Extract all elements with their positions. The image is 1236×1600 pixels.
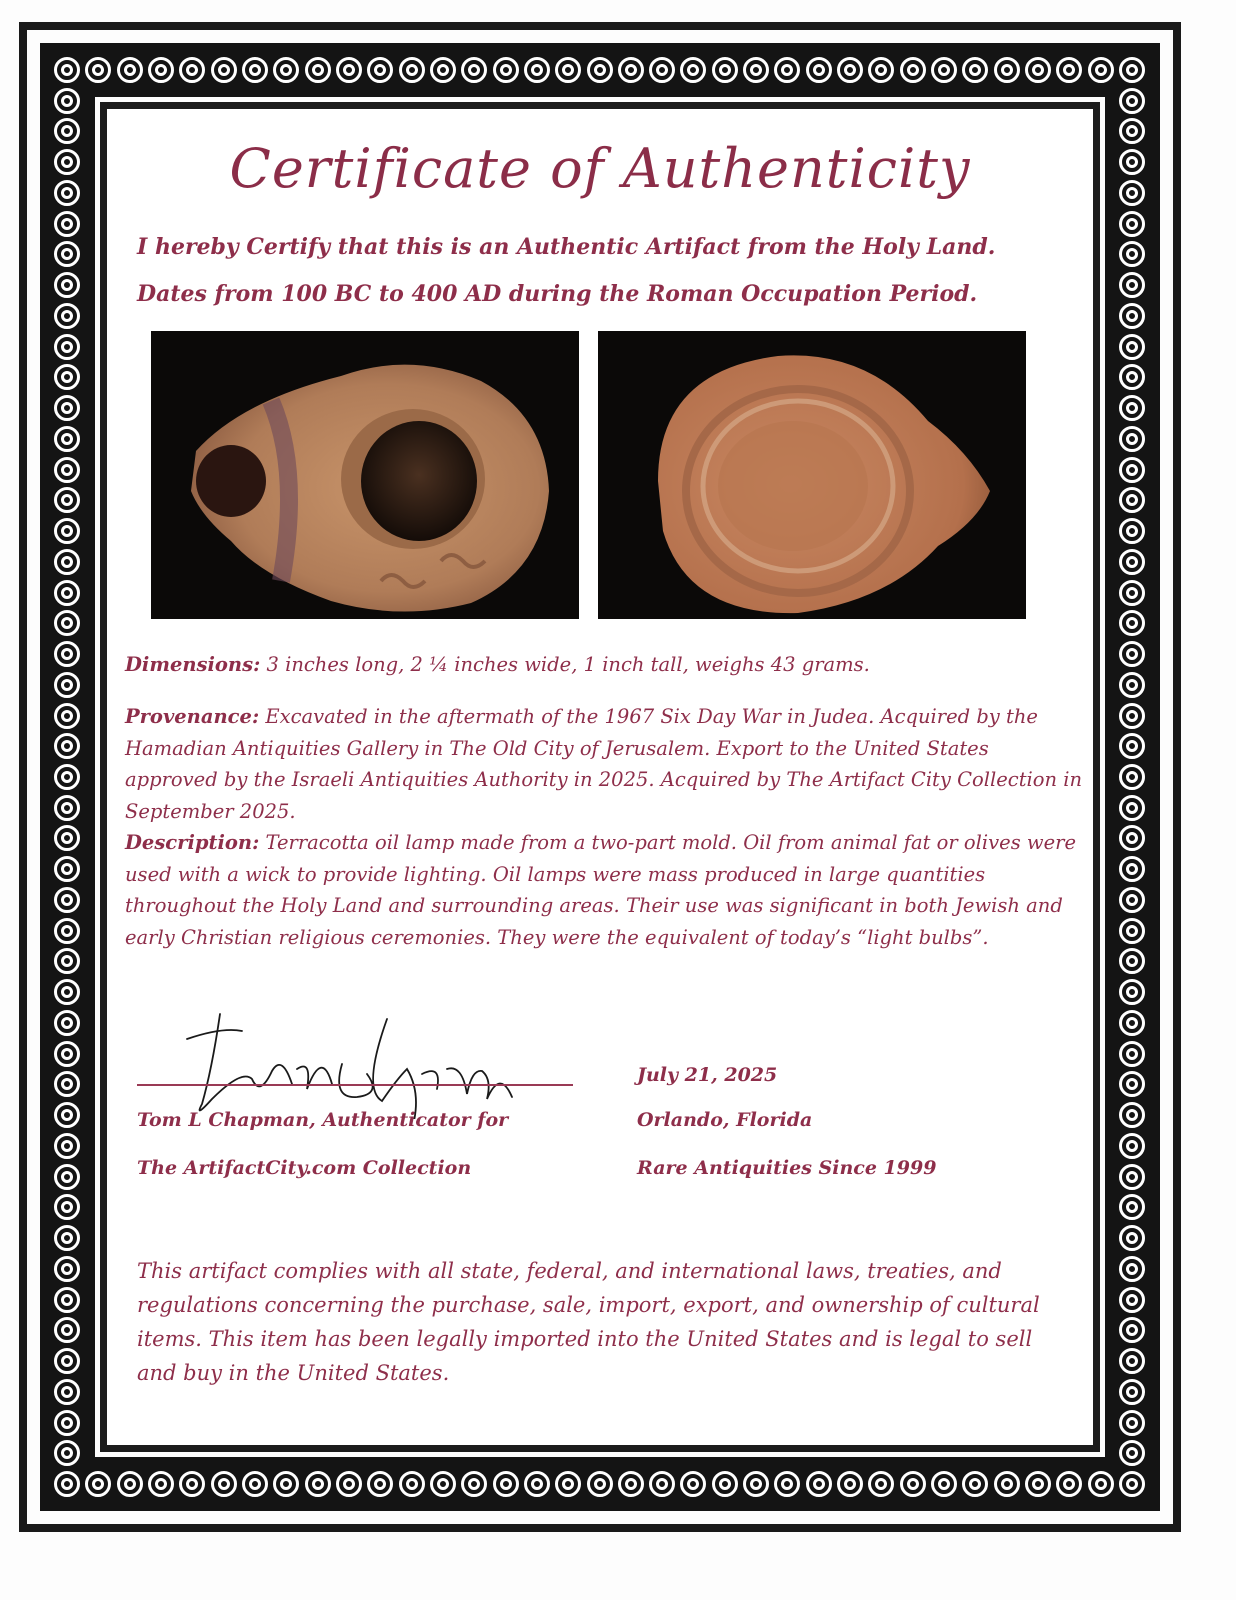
ring-ornament-icon — [806, 57, 832, 83]
ring-ornament-icon — [806, 1471, 832, 1497]
provenance-text: Excavated in the aftermath of the 1967 Six Day War in Judea. Acquired by the Hamadian Antiquities Gallery in The Old City of Jerusalem. Export to the United States approved by the Israeli Antiquities Authority in 2025. Acquired by The Artifact City Collection in September 2025. — [125, 705, 1083, 823]
ring-ornament-icon — [1088, 1471, 1114, 1497]
description-text: Terracotta oil lamp made from a two-part mold. Oil from animal fat or olives were used with a wick to provide lighting. Oil lamps were mass produced in large quantities throughout the Holy Land and surrounding areas. Their use was significant in both Jewish and early Christian religious ceremonies. They were the equivalent of today’s “light bulbs”. — [125, 831, 1077, 949]
ring-ornament-icon — [1119, 887, 1145, 913]
ring-ornament-icon — [54, 395, 80, 421]
ring-ornament-icon — [1119, 795, 1145, 821]
ring-ornament-icon — [1119, 580, 1145, 606]
dimensions-label: Dimensions: — [125, 653, 261, 676]
ring-ornament-icon — [242, 57, 268, 83]
ring-ornament-icon — [211, 57, 237, 83]
handwritten-signature — [182, 1009, 522, 1123]
ring-ornament-icon — [1119, 979, 1145, 1005]
ring-ornament-icon — [555, 1471, 581, 1497]
artifact-photo-bottom — [598, 331, 1026, 619]
ring-ornament-icon — [1119, 1379, 1145, 1405]
ring-ornament-icon — [931, 57, 957, 83]
ring-ornament-icon — [900, 1471, 926, 1497]
ring-ornament-icon — [712, 1471, 738, 1497]
ring-ornament-icon — [54, 1348, 80, 1374]
ring-ornament-icon — [1119, 672, 1145, 698]
ring-ornament-icon — [1119, 426, 1145, 452]
ring-ornament-icon — [1119, 1410, 1145, 1436]
ring-ornament-icon — [148, 57, 174, 83]
ring-ornament-icon — [649, 57, 675, 83]
ring-ornament-icon — [54, 457, 80, 483]
ring-ornament-icon — [1119, 703, 1145, 729]
ring-ornament-icon — [618, 57, 644, 83]
ring-ornament-icon — [211, 1471, 237, 1497]
ring-ornament-icon — [54, 887, 80, 913]
ring-ornament-icon — [524, 1471, 550, 1497]
ring-ornament-icon — [430, 1471, 456, 1497]
ring-ornament-icon — [54, 580, 80, 606]
ring-ornament-icon — [54, 979, 80, 1005]
ring-ornament-icon — [994, 1471, 1020, 1497]
ring-ornament-icon — [1119, 1102, 1145, 1128]
ring-ornament-icon — [54, 518, 80, 544]
ring-ornament-icon — [54, 1410, 80, 1436]
ring-ornament-icon — [1119, 1041, 1145, 1067]
certification-statement: I hereby Certify that this is an Authentic Artifact from the Holy Land. — [137, 234, 996, 260]
ring-ornament-icon — [54, 1164, 80, 1190]
ring-ornament-icon — [1119, 395, 1145, 421]
ring-ornament-icon — [54, 641, 80, 667]
ring-ornament-icon — [524, 57, 550, 83]
ring-ornament-icon — [743, 1471, 769, 1497]
ring-ornament-icon — [54, 703, 80, 729]
ring-ornament-icon — [54, 272, 80, 298]
ring-ornament-icon — [1119, 1287, 1145, 1313]
ring-ornament-icon — [54, 795, 80, 821]
ring-ornament-icon — [54, 918, 80, 944]
company-tagline: Rare Antiquities Since 1999 — [637, 1157, 937, 1179]
oil-lamp-top-image — [151, 331, 579, 619]
ring-ornament-icon — [493, 1471, 519, 1497]
ring-ornament-icon — [1119, 1348, 1145, 1374]
ring-ornament-icon — [1119, 1471, 1145, 1497]
certificate-title: Certificate of Authenticity — [229, 137, 971, 200]
ring-ornament-icon — [399, 57, 425, 83]
ring-ornament-icon — [1119, 1010, 1145, 1036]
ring-ornament-icon — [1119, 211, 1145, 237]
ring-ornament-icon — [54, 1102, 80, 1128]
ring-ornament-icon — [1025, 1471, 1051, 1497]
ring-ornament-icon — [117, 1471, 143, 1497]
ring-ornament-icon — [994, 57, 1020, 83]
ring-ornament-icon — [900, 57, 926, 83]
ring-ornament-icon — [336, 57, 362, 83]
ring-ornament-icon — [1119, 457, 1145, 483]
ring-ornament-icon — [54, 1225, 80, 1251]
ring-ornament-icon — [931, 1471, 957, 1497]
authenticator-name: Tom L Chapman, Authenticator for — [137, 1109, 509, 1131]
ring-ornament-icon — [305, 1471, 331, 1497]
ring-ornament-icon — [54, 303, 80, 329]
ring-ornament-icon — [54, 1287, 80, 1313]
ring-ornament-icon — [54, 1379, 80, 1405]
ring-ornament-icon — [54, 1133, 80, 1159]
certificate-body — [107, 109, 1093, 1445]
legal-compliance-statement: This artifact complies with all state, federal, and international laws, treaties, and regulations concerning the purchase, sale, import, export, and ownership of cultural items. This item has been legally imported into the United States and is legal to sell and buy in the United States. — [137, 1259, 1040, 1385]
ring-ornament-icon — [1119, 641, 1145, 667]
artifact-photo-top — [151, 331, 579, 619]
ring-ornament-icon — [1119, 272, 1145, 298]
ring-ornament-icon — [493, 57, 519, 83]
dating-statement: Dates from 100 BC to 400 AD during the Roman Occupation Period. — [137, 281, 978, 307]
ring-ornament-icon — [54, 549, 80, 575]
ring-ornament-icon — [54, 180, 80, 206]
ring-ornament-icon — [1119, 88, 1145, 114]
ring-ornament-icon — [54, 334, 80, 360]
ring-ornament-icon — [1119, 1225, 1145, 1251]
ring-ornament-icon — [430, 57, 456, 83]
ring-ornament-icon — [837, 1471, 863, 1497]
ring-ornament-icon — [1119, 180, 1145, 206]
ring-ornament-icon — [336, 1471, 362, 1497]
ring-ornament-icon — [712, 57, 738, 83]
ring-ornament-icon — [1119, 518, 1145, 544]
ring-ornament-icon — [148, 1471, 174, 1497]
description-label: Description: — [125, 831, 260, 854]
ring-ornament-icon — [649, 1471, 675, 1497]
authenticator-organization: The ArtifactCity.com Collection — [137, 1157, 472, 1179]
issue-location: Orlando, Florida — [637, 1109, 813, 1131]
ring-ornament-icon — [54, 1041, 80, 1067]
ring-ornament-icon — [54, 672, 80, 698]
ring-ornament-icon — [1088, 57, 1114, 83]
ring-ornament-icon — [1119, 1164, 1145, 1190]
provenance-label: Provenance: — [125, 705, 260, 728]
provenance-section — [125, 701, 1085, 827]
ring-ornament-icon — [555, 57, 581, 83]
ring-ornament-icon — [54, 764, 80, 790]
dimensions-section — [125, 649, 1085, 681]
ring-ornament-icon — [54, 57, 80, 83]
ring-ornament-icon — [54, 1471, 80, 1497]
ring-ornament-icon — [1119, 549, 1145, 575]
ring-ornament-icon — [1119, 918, 1145, 944]
ring-ornament-icon — [1119, 334, 1145, 360]
ring-ornament-icon — [1119, 57, 1145, 83]
ring-ornament-icon — [305, 57, 331, 83]
ring-ornament-icon — [587, 57, 613, 83]
ring-ornament-icon — [1025, 57, 1051, 83]
description-section — [125, 827, 1085, 953]
ring-ornament-icon — [1119, 303, 1145, 329]
ring-ornament-icon — [837, 57, 863, 83]
ring-ornament-icon — [54, 1010, 80, 1036]
ring-ornament-icon — [399, 1471, 425, 1497]
ring-ornament-icon — [1119, 764, 1145, 790]
ring-ornament-icon — [1119, 1133, 1145, 1159]
ring-ornament-icon — [743, 57, 769, 83]
ring-ornament-icon — [587, 1471, 613, 1497]
dimensions-text: 3 inches long, 2 ¼ inches wide, 1 inch tall, weighs 43 grams. — [260, 653, 870, 676]
signature-scrawl — [182, 1009, 522, 1119]
ring-ornament-icon — [618, 1471, 644, 1497]
ring-ornament-icon — [54, 1256, 80, 1282]
ring-ornament-icon — [54, 211, 80, 237]
ring-ornament-icon — [54, 88, 80, 114]
ring-ornament-icon — [54, 426, 80, 452]
oil-lamp-bottom-image — [598, 331, 1026, 619]
ring-ornament-icon — [242, 1471, 268, 1497]
issue-date: July 21, 2025 — [637, 1064, 778, 1086]
ring-ornament-icon — [1119, 1256, 1145, 1282]
signature-line — [137, 1084, 573, 1086]
ring-ornament-icon — [117, 57, 143, 83]
